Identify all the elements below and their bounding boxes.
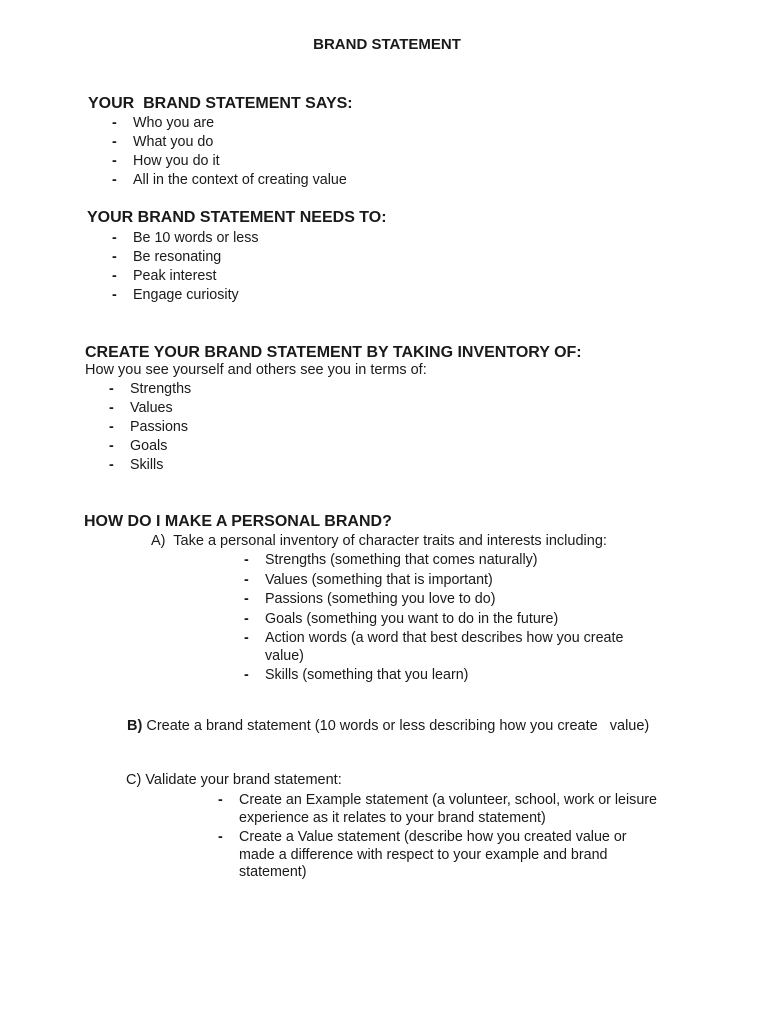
section-heading-personal-brand: HOW DO I MAKE A PERSONAL BRAND? [84,513,392,530]
list-item: - Strengths [109,381,192,397]
bullet: - [112,134,117,150]
list-item: - Values [109,400,173,416]
bullet: - [244,591,249,607]
inventory-intro: How you see yourself and others see you in terms of: [85,362,427,378]
bullet: - [218,792,223,808]
bullet: - [244,630,249,646]
list-item: - Who you are [112,115,215,131]
inventory-list [109,380,192,475]
list-item: - Create an Example statement (a volunteer, school, work or leisure experience as it relates to your brand statement) [218,792,657,826]
bullet: - [109,381,114,397]
list-item: - Goals (something you want to do in the future) [244,610,559,627]
list-item: - Strengths (something that comes naturally) [244,552,538,568]
bullet: - [218,829,223,845]
list-item: - Engage curiosity [112,287,239,303]
bullet: - [244,667,249,683]
step-c-list [218,792,659,884]
bullet: - [109,419,114,435]
step-a-list [244,552,665,687]
list-item: - Be 10 words or less [112,230,259,246]
bullet: - [112,153,117,169]
bullet: - [112,115,117,131]
bullet: - [112,230,117,246]
bullet: - [109,400,114,416]
list-item: - Peak interest [112,268,217,284]
bullet: - [112,249,117,265]
step-c: C) Validate your brand statement: [126,772,342,788]
says-list [112,114,347,190]
list-item: - Skills [109,457,164,473]
section-heading-says: YOUR BRAND STATEMENT SAYS: [88,95,353,112]
list-item: - Be resonating [112,249,222,265]
step-b [127,718,649,734]
section-heading-inventory: CREATE YOUR BRAND STATEMENT BY TAKING INVENTORY OF: [85,344,582,361]
section-heading-needs: YOUR BRAND STATEMENT NEEDS TO: [87,209,387,226]
document-title: BRAND STATEMENT [313,36,461,53]
bullet: - [244,571,249,588]
bullet: - [244,552,249,568]
bullet: - [109,438,114,454]
bullet: - [112,268,117,284]
list-item: - Create a Value statement (describe how you created value or made a difference with respect to your example and brand statement) [218,829,627,880]
step-a: A) Take a personal inventory of character traits and interests including: [151,533,607,549]
step-b-text: Create a brand statement (10 words or less describing how you create value) [142,718,650,734]
needs-list [112,229,259,305]
list-item: - Passions [109,419,189,435]
bullet: - [112,172,117,188]
step-b-letter: B) [127,718,143,734]
list-item: - Action words (a word that best describes how you create value) [244,630,624,664]
list-item: - Values (something that is important) [244,571,493,588]
list-item: - All in the context of creating value [112,172,347,188]
list-item: - How you do it [112,153,220,169]
bullet: - [109,457,114,473]
list-item: - Skills (something that you learn) [244,667,469,683]
bullet: - [112,287,117,303]
list-item: - What you do [112,134,214,150]
list-item: - Passions (something you love to do) [244,591,496,607]
list-item: - Goals [109,438,168,454]
bullet: - [244,610,249,627]
